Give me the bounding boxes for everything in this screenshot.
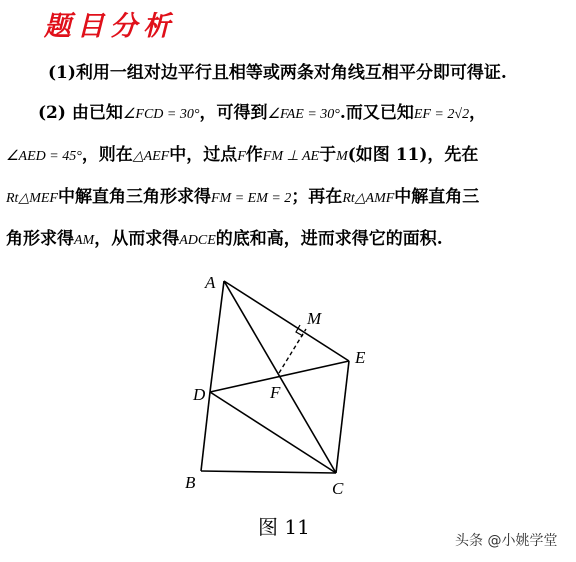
line5-text-a: 角形求得	[6, 229, 74, 249]
segment-EC	[336, 361, 349, 473]
watermark: 头条 @小姚学堂	[455, 533, 558, 549]
line3-text-b: 中，过点	[169, 145, 238, 165]
line2-math-3: EF = 2√2	[413, 107, 470, 122]
segment-AD	[210, 281, 224, 392]
line4-math-3: Rt△AMF	[342, 191, 395, 206]
figure-caption: 图 11	[258, 515, 310, 539]
line2-text-d: ，	[469, 103, 487, 123]
line3-text-d: 于	[319, 145, 337, 165]
line4-math-2: FM = EM = 2	[210, 191, 292, 206]
line3-math-2: △AEF	[132, 149, 170, 164]
line3-math-5: M	[336, 149, 348, 164]
label-E: E	[355, 348, 366, 367]
line4-math-1: Rt△MEF	[6, 191, 58, 206]
line2-text-c: .而又已知	[339, 103, 414, 123]
line2-math-2: ∠FAE = 30°	[267, 107, 340, 122]
label-B: B	[185, 473, 196, 492]
label-A: A	[205, 273, 216, 292]
analysis-line-1: (1)利用一组对边平行且相等或两条对角线互相平分即可得证.	[48, 63, 507, 83]
line4-text-b: ；再在	[291, 187, 343, 207]
line3-math-3: F	[237, 149, 246, 164]
segment-AE	[224, 281, 349, 361]
segment-DC	[210, 392, 336, 473]
line3-text-a: ，则在	[81, 145, 133, 165]
line5-math-2: ADCE	[179, 233, 216, 248]
label-F: F	[270, 383, 281, 402]
heading: 题目分析	[44, 11, 176, 42]
label-M: M	[307, 309, 322, 328]
line3-math-1: ∠AED = 45°	[6, 149, 82, 164]
segment-BC	[201, 471, 336, 473]
line2-text-b: ，可得到	[199, 103, 268, 123]
line3-text-c: 作	[245, 145, 263, 165]
line2-text-a: (2) 由已知	[38, 103, 123, 123]
line5-text-c: 的底和高，进而求得它的面积.	[215, 229, 443, 249]
label-C: C	[332, 479, 344, 498]
line5-math-1: AM	[74, 233, 95, 248]
line5-text-b: ，从而求得	[94, 229, 180, 249]
line3-math-4: FM ⊥ AE	[262, 149, 320, 164]
line4-text-a: 中解直角三角形求得	[57, 187, 211, 207]
line4-text-c: 中解直角三	[394, 187, 480, 207]
label-D: D	[193, 385, 206, 404]
line3-text-e: (如图 11)，先在	[347, 145, 479, 165]
line2-math-1: ∠FCD = 30°	[122, 107, 200, 122]
